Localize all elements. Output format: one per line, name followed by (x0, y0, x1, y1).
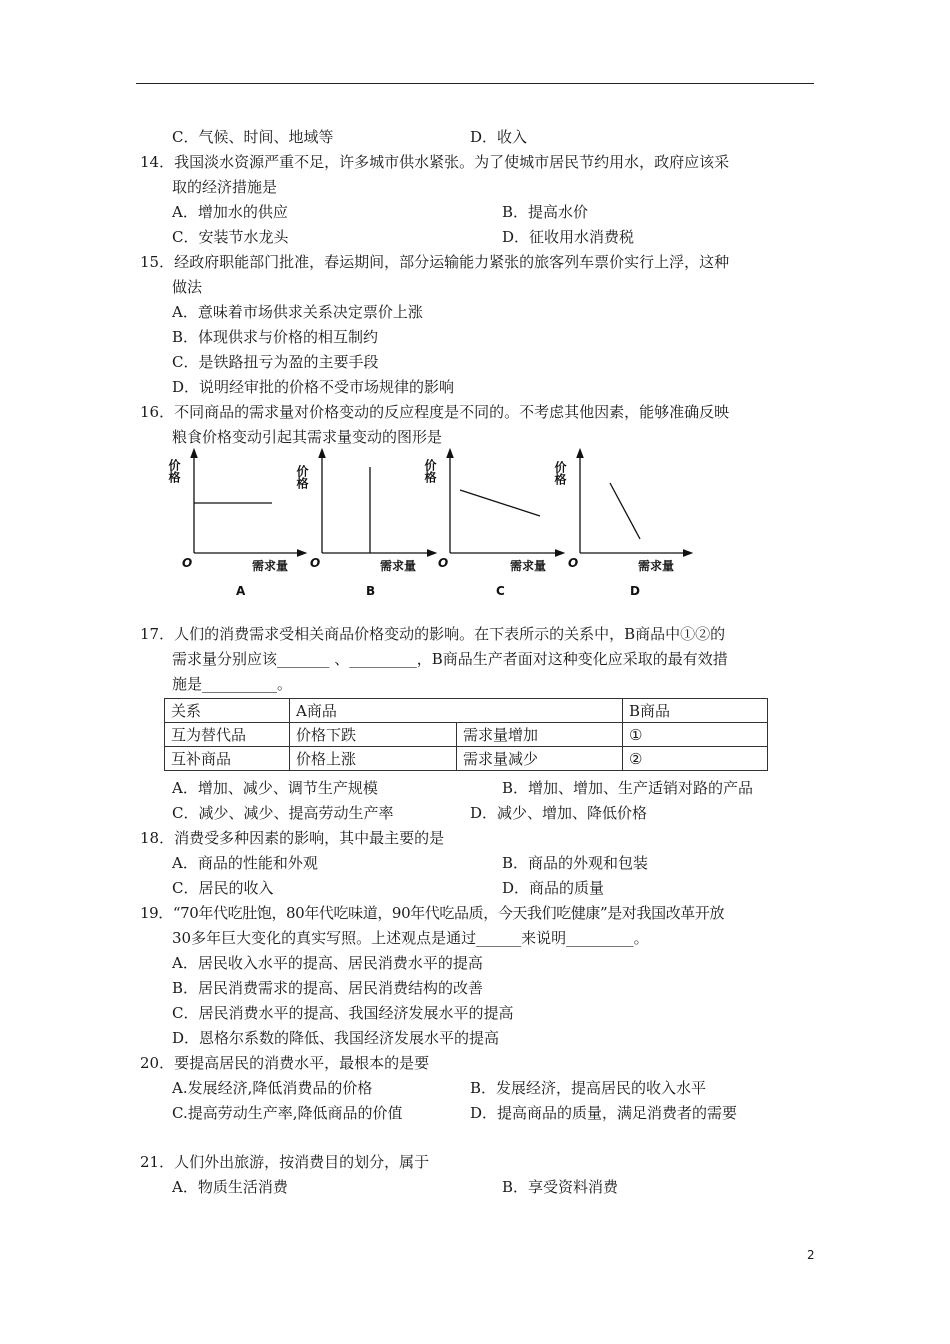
table-header-row (165, 699, 768, 723)
graph-c-ylabel: 价格 (423, 459, 437, 483)
graph-d-origin: O (568, 556, 579, 570)
page-number: 2 (807, 1248, 815, 1262)
table-cell: 互补商品 (165, 747, 290, 771)
q20-option-d: D．提高商品的质量，满足消费者的需要 (470, 1104, 738, 1122)
graph-d-letter: D (630, 584, 640, 598)
graph-c-curve (460, 490, 540, 516)
q19-option-c: C．居民消费水平的提高、我国经济发展水平的提高 (172, 1004, 514, 1022)
q18-option-a: A．商品的性能和外观 (172, 854, 318, 872)
q17-option-b: B．增加、增加、生产适销对路的产品 (502, 779, 754, 797)
q20-stem: 20．要提高居民的消费水平，最根本的是要 (140, 1054, 430, 1072)
graph-b (295, 453, 432, 598)
graph-c-xlabel: 需求量 (510, 559, 547, 573)
table-cell: 价格上涨 (290, 747, 457, 771)
q15-option-c: C．是铁路扭亏为盈的主要手段 (172, 353, 379, 371)
q16-stem-cont: 粮食价格变动引起其需求量变动的图形是 (172, 428, 443, 446)
graph-d-ylabel: 价格 (553, 461, 567, 485)
header-rule (136, 83, 814, 84)
q21-stem: 21．人们外出旅游，按消费目的划分，属于 (140, 1153, 430, 1171)
q19-option-a: A．居民收入水平的提高、居民消费水平的提高 (172, 954, 483, 972)
q14-option-a: A．增加水的供应 (172, 203, 288, 221)
q14-option-b: B．提高水价 (502, 203, 589, 221)
graph-d (553, 453, 688, 598)
q18-stem: 18．消费受多种因素的影响，其中最主要的是 (140, 829, 445, 847)
q19-option-d: D．恩格尔系数的降低、我国经济发展水平的提高 (172, 1029, 500, 1047)
q16-graphs (160, 445, 700, 605)
graph-d-curve (610, 483, 640, 539)
table-row (165, 747, 768, 771)
q17-option-a: A．增加、减少、调节生产规模 (172, 779, 378, 797)
table-cell: 价格下跌 (290, 723, 457, 747)
table-cell: 需求量增加 (457, 723, 623, 747)
relation-table (164, 698, 768, 771)
q13-option-c: C．气候、时间、地域等 (172, 128, 334, 146)
q16-stem: 16．不同商品的需求量对价格变动的反应程度是不同的。不考虑其他因素，能够准确反映 (140, 403, 730, 421)
graph-a-letter: A (236, 584, 246, 598)
q17-option-d: D．减少、增加、降低价格 (470, 804, 648, 822)
q14-stem-cont: 取的经济措施是 (172, 178, 278, 196)
graph-b-origin: O (310, 556, 321, 570)
graph-a-ylabel: 价格 (167, 459, 181, 483)
graph-b-letter: B (366, 584, 376, 598)
q15-option-b: B．体现供求与价格的相互制约 (172, 328, 379, 346)
q19-stem-cont: 30多年巨大变化的真实写照。上述观点是通过______来说明_________。 (172, 929, 649, 947)
q19-stem: 19．“70年代吃肚饱，80年代吃味道，90年代吃品质，今天我们吃健康”是对我国改革开放 (140, 904, 725, 922)
q15-stem: 15．经政府职能部门批准，春运期间，部分运输能力紧张的旅客列车票价实行上浮，这种 (140, 253, 730, 271)
table-cell: 需求量减少 (457, 747, 623, 771)
q21-option-a: A．物质生活消费 (172, 1178, 288, 1196)
table-cell: ② (623, 747, 768, 771)
q15-option-d: D．说明经审批的价格不受市场规律的影响 (172, 378, 455, 396)
graph-d-xlabel: 需求量 (638, 559, 675, 573)
q15-option-a: A．意味着市场供求关系决定票价上涨 (172, 303, 423, 321)
q14-option-c: C．安装节水龙头 (172, 228, 289, 246)
table-cell: ① (623, 723, 768, 747)
table-header-cell: A商品 (290, 699, 623, 723)
q20-option-c: C.提高劳动生产率,降低商品的价值 (172, 1104, 403, 1122)
q13-option-d: D．收入 (470, 128, 528, 146)
q17-stem-cont2: 施是__________。 (172, 675, 293, 693)
table-header-cell: B商品 (623, 699, 768, 723)
graph-a (167, 453, 302, 598)
graph-c-letter: C (496, 584, 505, 598)
graph-a-origin: O (182, 556, 193, 570)
graph-b-ylabel: 价格 (295, 465, 309, 489)
graph-c (423, 453, 560, 598)
q17-option-c: C．减少、减少、提高劳动生产率 (172, 804, 394, 822)
q20-option-b: B．发展经济，提高居民的收入水平 (470, 1079, 707, 1097)
graph-b-xlabel: 需求量 (380, 559, 417, 573)
graph-a-xlabel: 需求量 (252, 559, 289, 573)
q18-option-d: D．商品的质量 (502, 879, 605, 897)
table-row (165, 723, 768, 747)
q14-option-d: D．征收用水消费税 (502, 228, 635, 246)
graph-c-origin: O (438, 556, 449, 570)
q17-stem-cont: 需求量分别应该_______ 、_________，B商品生产者面对这种变化应采取的最有效措 (172, 650, 728, 668)
q17-stem: 17．人们的消费需求受相关商品价格变动的影响。在下表所示的关系中，B商品中①②的 (140, 625, 726, 643)
q20-option-a: A.发展经济,降低消费品的价格 (172, 1079, 373, 1097)
q21-option-b: B．享受资料消费 (502, 1178, 619, 1196)
q19-option-b: B．居民消费需求的提高、居民消费结构的改善 (172, 979, 484, 997)
q18-option-c: C．居民的收入 (172, 879, 274, 897)
q15-stem-cont: 做法 (172, 278, 203, 296)
q18-option-b: B．商品的外观和包装 (502, 854, 649, 872)
table-cell: 互为替代品 (165, 723, 290, 747)
q14-stem: 14．我国淡水资源严重不足，许多城市供水紧张。为了使城市居民节约用水，政府应该采 (140, 153, 730, 171)
table-header-cell: 关系 (165, 699, 290, 723)
